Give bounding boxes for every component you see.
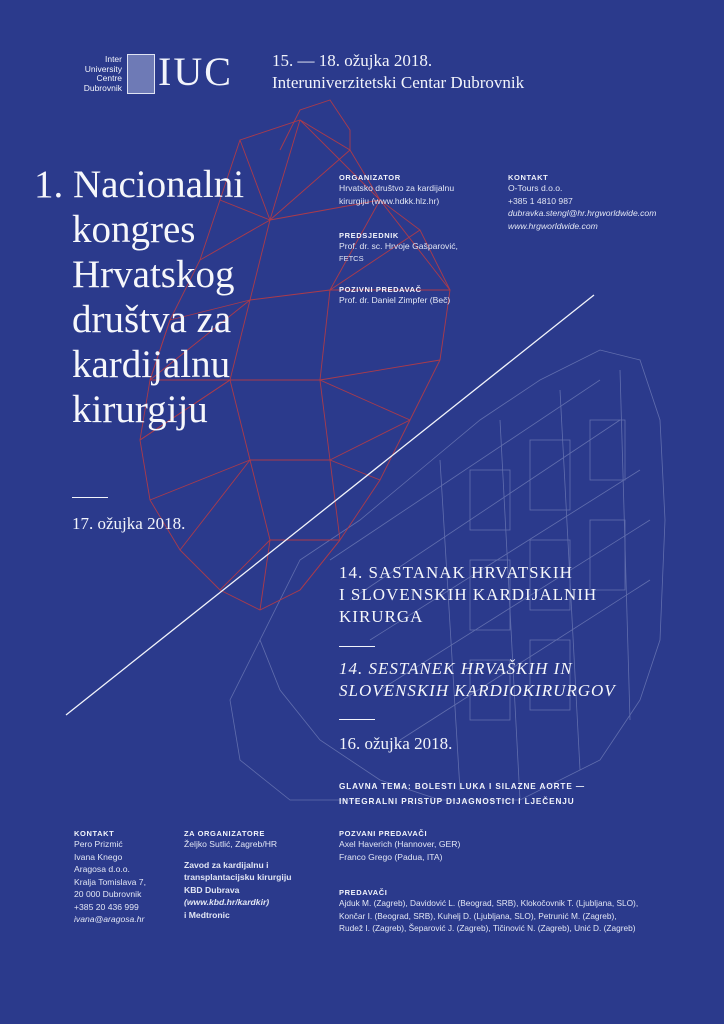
institution-line: KBD Dubrava: [184, 884, 240, 895]
invited-speakers-label: POZVANI PREDAVAČI: [339, 829, 428, 838]
for-organizers-name: Željko Sutlić, Zagreb/HR: [184, 839, 278, 849]
contact-bottom-email[interactable]: ivana@aragosa.hr: [74, 914, 145, 924]
iuc-logo-emblem: [127, 54, 155, 94]
title-line: 1. Nacionalni: [34, 163, 245, 206]
contact-top-line: O-Tours d.o.o.: [508, 183, 563, 193]
meeting-title-sl: [339, 658, 616, 702]
president-line: FETCS: [339, 253, 364, 263]
contact-top-line: +385 1 4810 987: [508, 195, 573, 206]
title-line: kongres: [72, 208, 196, 251]
contact-bottom-line: 20 000 Dubrovnik: [74, 889, 142, 899]
speakers-line: Ajduk M. (Zagreb), Davidović L. (Beograd, SRB), Klokočovnik T. (Ljubljana, SLO),: [339, 898, 639, 908]
theme-line: INTEGRALNI PRISTUP DIJAGNOSTICI I LJEČENJU: [339, 797, 575, 806]
logo-line: Inter: [104, 54, 122, 64]
contact-bottom-line: +385 20 436 999: [74, 901, 139, 912]
invited-speaker-line: Prof. dr. Daniel Zimpfer (Beč): [339, 295, 451, 305]
meeting-hr-line: I SLOVENSKIH KARDIJALNIH: [339, 585, 598, 604]
divider-rule: [72, 497, 108, 498]
speakers-line: Končar I. (Beograd, SRB), Kuhelj D. (Ljubljana, SLO), Petrunić M. (Zagreb),: [339, 910, 617, 921]
organizer-label: ORGANIZATOR: [339, 173, 401, 182]
speakers-block: [339, 888, 709, 935]
invited-speakers-line: Axel Haverich (Hannover, GER): [339, 839, 461, 849]
president-block: [339, 231, 509, 265]
invited-speakers-line: Franco Grego (Padua, ITA): [339, 851, 443, 862]
contact-top-website[interactable]: www.hrgworldwide.com: [508, 220, 598, 231]
for-organizers-label: ZA ORGANIZATORE: [184, 829, 265, 838]
congress-date: 17. ožujka 2018.: [72, 514, 186, 533]
logo-line: Dubrovnik: [83, 82, 122, 93]
logo-line: University: [84, 63, 122, 74]
contact-bottom-line: Aragosa d.o.o.: [74, 864, 130, 874]
contact-bottom-block: [74, 829, 174, 926]
meeting-title-hr: [339, 562, 597, 628]
meeting-hr-line: KIRURGA: [339, 607, 424, 626]
iuc-logo-wordmark: [74, 55, 122, 93]
meeting-sl-line: SLOVENSKIH KARDIOKIRURGOV: [339, 681, 616, 700]
meeting-date: 16. ožujka 2018.: [339, 734, 453, 753]
organizer-line: kirurgiju (www.hdkk.hlz.hr): [339, 195, 440, 206]
divider-rule: [339, 719, 375, 720]
organizer-block: [339, 173, 499, 207]
invited-speaker-block: [339, 285, 509, 307]
event-venue: Interuniverzitetski Centar Dubrovnik: [272, 73, 525, 92]
contact-bottom-line: Pero Prizmić: [74, 839, 123, 849]
contact-top-label: KONTAKT: [508, 173, 549, 182]
meeting-theme: [339, 779, 585, 809]
event-header: [272, 50, 524, 94]
invited-speakers-block: [339, 829, 699, 863]
institution-line: transplantacijsku kirurgiju: [184, 872, 292, 882]
contact-bottom-line: Kralja Tomislava 7,: [74, 876, 146, 887]
event-dates: 15. — 18. ožujka 2018.: [272, 51, 433, 70]
president-label: PREDSJEDNIK: [339, 231, 399, 240]
iuc-logo-mark: IUC: [158, 49, 233, 94]
contact-top-block: [508, 173, 708, 232]
organizer-line: Hrvatsko društvo za kardijalnu: [339, 183, 455, 193]
president-line: Prof. dr. sc. Hrvoje Gašparović,: [339, 241, 458, 251]
congress-title: [34, 162, 304, 432]
title-line: društva za: [72, 298, 232, 341]
speakers-label: PREDAVAČI: [339, 888, 388, 897]
for-organizers-block: [184, 829, 334, 921]
invited-speaker-label: POZIVNI PREDAVAČ: [339, 285, 422, 294]
title-line: kardijalnu: [72, 343, 231, 386]
meeting-hr-line: 14. SASTANAK HRVATSKIH: [339, 563, 573, 582]
contact-top-email[interactable]: dubravka.stengl@hr.hrgworldwide.com: [508, 208, 657, 218]
theme-line: GLAVNA TEMA: BOLESTI LUKA I SILAZNE AORTE —: [339, 782, 585, 791]
title-line: Hrvatskog: [72, 253, 235, 296]
divider-rule: [339, 646, 375, 647]
meeting-sl-line: 14. SESTANEK HRVAŠKIH IN: [339, 659, 573, 678]
institution-line: Zavod za kardijalnu i: [184, 859, 269, 870]
title-line: kirurgiju: [72, 388, 208, 431]
institution-line: i Medtronic: [184, 909, 230, 920]
contact-bottom-label: KONTAKT: [74, 829, 115, 838]
speakers-line: Rudež I. (Zagreb), Šeparović J. (Zagreb), Tičinović N. (Zagreb), Unić D. (Zagreb): [339, 923, 636, 933]
logo-line: Centre: [96, 73, 122, 83]
institution-link[interactable]: (www.kbd.hr/kardkir): [184, 897, 270, 907]
contact-bottom-line: Ivana Knego: [74, 851, 123, 862]
